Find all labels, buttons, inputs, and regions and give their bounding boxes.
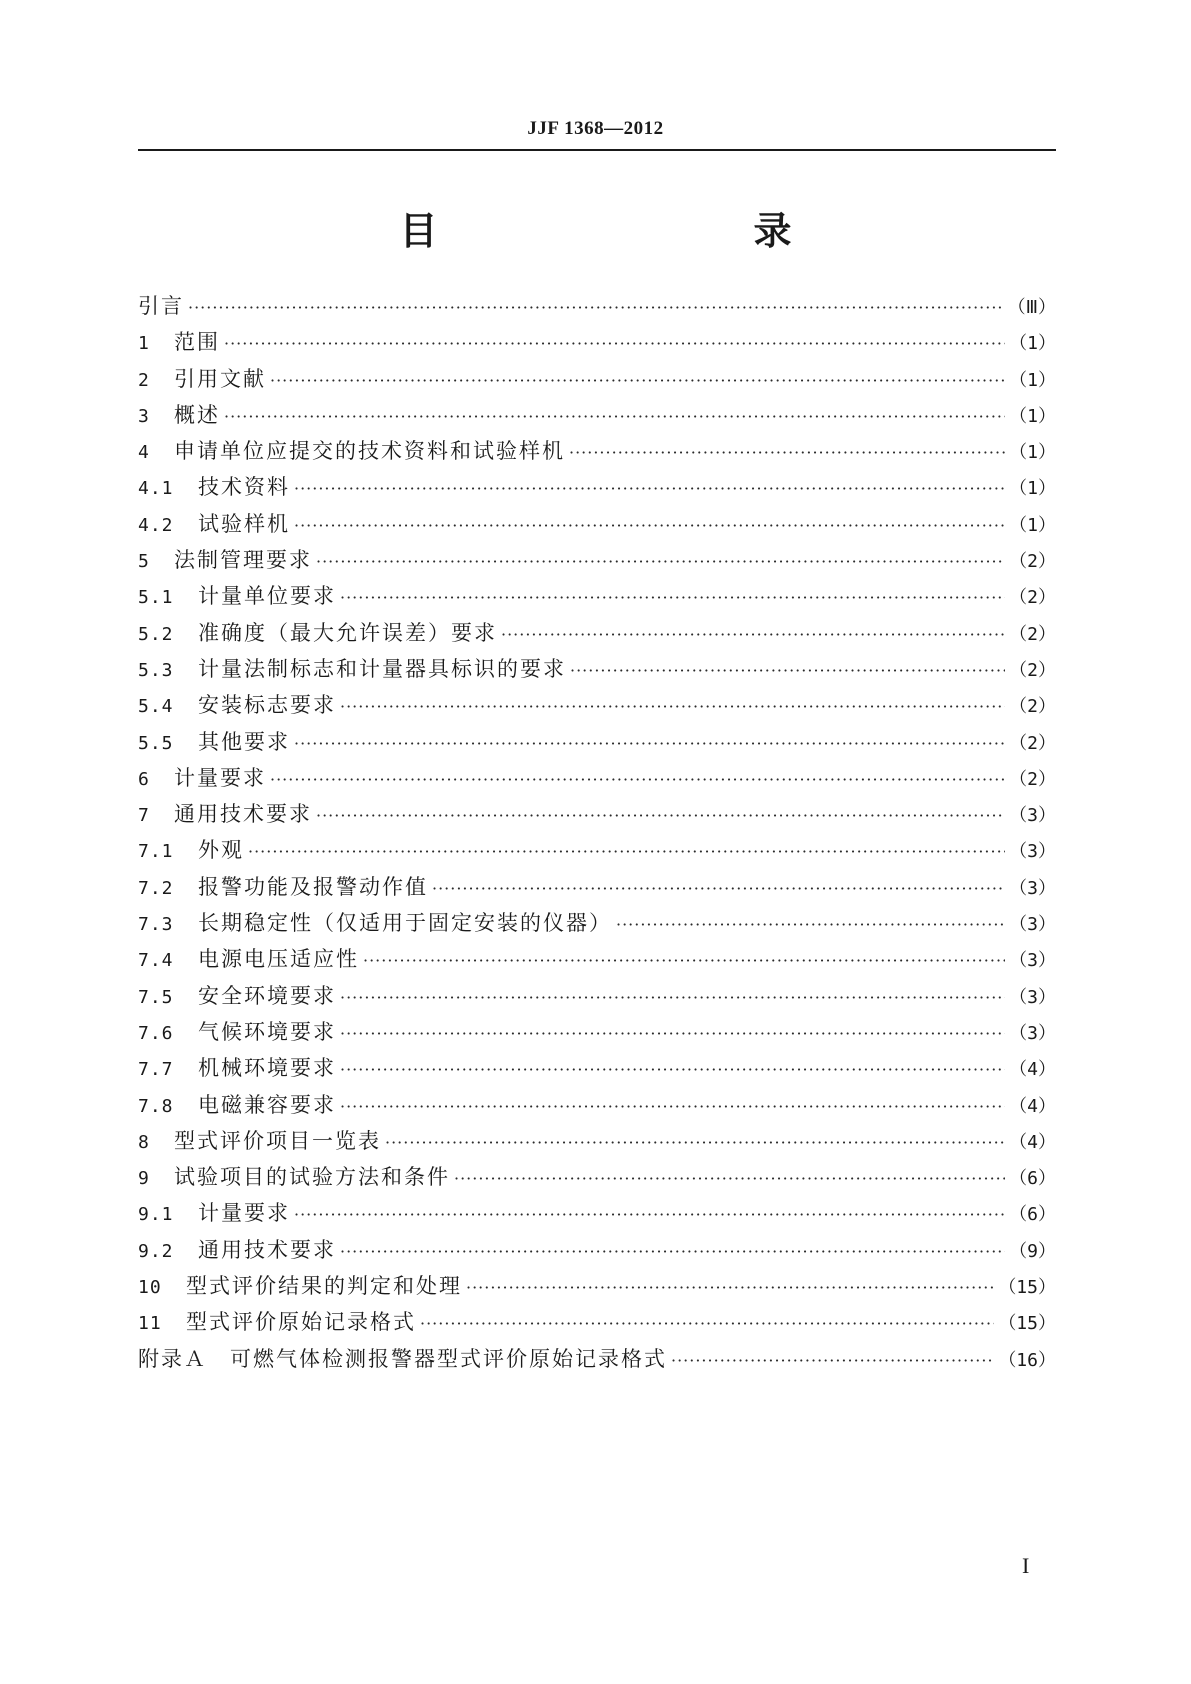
toc-entry-page: （2） bbox=[1009, 587, 1056, 609]
toc-leader-dots bbox=[340, 697, 1005, 716]
document-code-header: JJF 1368—2012 bbox=[527, 118, 664, 139]
toc-entry-number: 7.2 bbox=[138, 877, 174, 899]
toc-entry-1[interactable] bbox=[138, 326, 1056, 362]
toc-entry-9-2[interactable] bbox=[138, 1234, 1056, 1270]
toc-entry-label: 气候环境要求 bbox=[198, 1019, 336, 1044]
toc-leader-dots bbox=[569, 443, 1005, 462]
toc-entry-number: 7.8 bbox=[138, 1095, 174, 1117]
toc-entry-page: （15） bbox=[998, 1277, 1056, 1299]
toc-leader-dots bbox=[340, 1060, 1005, 1079]
toc-leader-dots bbox=[340, 1097, 1005, 1116]
toc-entry-number: 7.4 bbox=[138, 950, 174, 972]
toc-leader-dots bbox=[294, 734, 1005, 753]
toc-entry-number: 3 bbox=[138, 405, 150, 427]
toc-leader-dots bbox=[294, 479, 1005, 498]
toc-entry-label: 电源电压适应性 bbox=[198, 947, 359, 972]
toc-entry-9-1[interactable] bbox=[138, 1197, 1056, 1233]
toc-entry-label: 其他要求 bbox=[198, 729, 290, 754]
toc-entry-label: 试验样机 bbox=[198, 511, 290, 536]
toc-leader-dots bbox=[671, 1351, 994, 1370]
toc-entry-label: 计量单位要求 bbox=[198, 584, 336, 609]
toc-entry-number: 5.3 bbox=[138, 659, 174, 681]
toc-entry-7-7[interactable] bbox=[138, 1052, 1056, 1088]
toc-entry-label: 电磁兼容要求 bbox=[198, 1092, 336, 1117]
toc-leader-dots bbox=[294, 1205, 1005, 1224]
toc-leader-dots bbox=[294, 516, 1005, 535]
toc-entry-page: （4） bbox=[1009, 1059, 1056, 1081]
toc-entry-page: （16） bbox=[998, 1349, 1056, 1371]
toc-entry-label: 引用文献 bbox=[174, 366, 266, 391]
toc-entry-label: 申请单位应提交的技术资料和试验样机 bbox=[174, 439, 565, 464]
toc-entry-label: 报警功能及报警动作值 bbox=[198, 874, 428, 899]
toc-entry-page: （9） bbox=[1009, 1240, 1056, 1262]
toc-leader-dots bbox=[570, 661, 1005, 680]
toc-leader-dots bbox=[363, 951, 1005, 970]
toc-entry-8[interactable] bbox=[138, 1125, 1056, 1161]
toc-entry-5[interactable] bbox=[138, 544, 1056, 580]
toc-entry-number: 2 bbox=[138, 369, 150, 391]
toc-entry-label: 附录Ａ 可燃气体检测报警器型式评价原始记录格式 bbox=[138, 1346, 667, 1371]
toc-leader-dots bbox=[432, 879, 1005, 898]
toc-entry-number: 7.3 bbox=[138, 914, 174, 936]
toc-entry-11[interactable] bbox=[138, 1306, 1056, 1342]
toc-entry-label: 计量法制标志和计量器具标识的要求 bbox=[198, 656, 566, 681]
toc-entry-number: 5.4 bbox=[138, 696, 174, 718]
toc-entry-7-6[interactable] bbox=[138, 1016, 1056, 1052]
toc-entry-label: 安装标志要求 bbox=[198, 693, 336, 718]
toc-entry-page: （1） bbox=[1009, 442, 1056, 464]
toc-entry-label: 安全环境要求 bbox=[198, 983, 336, 1008]
toc-entry-page: （6） bbox=[1009, 1204, 1056, 1226]
toc-entry-label: 长期稳定性（仅适用于固定安装的仪器） bbox=[198, 911, 612, 936]
toc-entry-7-8[interactable] bbox=[138, 1089, 1056, 1125]
toc-entry-number: 11 bbox=[138, 1313, 162, 1335]
toc-entry-label: 法制管理要求 bbox=[174, 548, 312, 573]
toc-entry-4-1[interactable] bbox=[138, 471, 1056, 507]
toc-entry-label: 试验项目的试验方法和条件 bbox=[174, 1165, 450, 1190]
toc-entry-page: （4） bbox=[1009, 1095, 1056, 1117]
toc-entry-number: 9.1 bbox=[138, 1204, 174, 1226]
toc-entry-page: （2） bbox=[1009, 768, 1056, 790]
table-of-contents bbox=[138, 290, 1056, 1379]
toc-entry-label: 计量要求 bbox=[198, 1201, 290, 1226]
toc-leader-dots bbox=[224, 407, 1005, 426]
toc-entry-page: （3） bbox=[1009, 805, 1056, 827]
toc-entry-3[interactable] bbox=[138, 399, 1056, 435]
toc-leader-dots bbox=[316, 552, 1005, 571]
toc-leader-dots bbox=[454, 1169, 1005, 1188]
toc-entry-2[interactable] bbox=[138, 363, 1056, 399]
toc-entry-page: （2） bbox=[1009, 659, 1056, 681]
toc-entry-10[interactable] bbox=[138, 1270, 1056, 1306]
toc-entry-number: 7.5 bbox=[138, 986, 174, 1008]
toc-entry-9[interactable] bbox=[138, 1161, 1056, 1197]
toc-entry-label: 概述 bbox=[174, 402, 220, 427]
toc-entry-page: （1） bbox=[1009, 333, 1056, 355]
toc-entry-7-1[interactable] bbox=[138, 834, 1056, 870]
toc-entry-number: 9.2 bbox=[138, 1240, 174, 1262]
toc-entry-7-2[interactable] bbox=[138, 871, 1056, 907]
toc-entry-number: 5.1 bbox=[138, 587, 174, 609]
toc-entry-page: （6） bbox=[1009, 1168, 1056, 1190]
toc-entry-label: 技术资料 bbox=[198, 475, 290, 500]
toc-entry-page: （1） bbox=[1009, 478, 1056, 500]
toc-entry-label: 范围 bbox=[174, 330, 220, 355]
toc-entry-page: （2） bbox=[1009, 623, 1056, 645]
toc-entry-page: （3） bbox=[1009, 877, 1056, 899]
toc-leader-dots bbox=[340, 1024, 1005, 1043]
toc-entry-label: 外观 bbox=[198, 838, 244, 863]
toc-entry-page: （Ⅲ） bbox=[1007, 297, 1056, 318]
toc-entry-number: 5 bbox=[138, 551, 150, 573]
toc-leader-dots bbox=[501, 625, 1005, 644]
toc-entry-page: （3） bbox=[1009, 841, 1056, 863]
toc-entry-number: 5.5 bbox=[138, 732, 174, 754]
toc-entry-number: 10 bbox=[138, 1277, 162, 1299]
toc-entry-page: （2） bbox=[1009, 551, 1056, 573]
toc-entry-label: 机械环境要求 bbox=[198, 1056, 336, 1081]
toc-entry-page: （1） bbox=[1009, 514, 1056, 536]
toc-entry-label: 准确度（最大允许误差）要求 bbox=[198, 620, 497, 645]
toc-entry-page: （1） bbox=[1009, 369, 1056, 391]
toc-entry-5-2[interactable] bbox=[138, 617, 1056, 653]
toc-leader-dots bbox=[188, 298, 1004, 317]
header-rule bbox=[138, 149, 1056, 151]
toc-entry-page: （4） bbox=[1009, 1131, 1056, 1153]
toc-leader-dots bbox=[340, 988, 1005, 1007]
toc-title: 目 录 bbox=[399, 209, 872, 253]
toc-entry-number: 7.6 bbox=[138, 1022, 174, 1044]
toc-entry-number: 4.1 bbox=[138, 478, 174, 500]
toc-leader-dots bbox=[385, 1133, 1005, 1152]
toc-leader-dots bbox=[420, 1314, 994, 1333]
toc-entry-number: 8 bbox=[138, 1131, 150, 1153]
toc-entry-5-4[interactable] bbox=[138, 689, 1056, 725]
toc-entry-7-3[interactable] bbox=[138, 907, 1056, 943]
toc-entry-4-2[interactable] bbox=[138, 508, 1056, 544]
toc-entry-page: （2） bbox=[1009, 732, 1056, 754]
toc-leader-dots bbox=[270, 371, 1005, 390]
toc-entry-7[interactable] bbox=[138, 798, 1056, 834]
toc-entry-label: 型式评价项目一览表 bbox=[174, 1128, 381, 1153]
page-number: I bbox=[1022, 1553, 1030, 1578]
toc-entry-label: 通用技术要求 bbox=[174, 802, 312, 827]
toc-entry-5-1[interactable] bbox=[138, 580, 1056, 616]
toc-entry-number: 7 bbox=[138, 805, 150, 827]
toc-entry-appendix-a[interactable] bbox=[138, 1343, 1056, 1379]
toc-leader-dots bbox=[340, 588, 1005, 607]
toc-leader-dots bbox=[316, 806, 1005, 825]
toc-leader-dots bbox=[616, 915, 1005, 934]
toc-entry-5-3[interactable] bbox=[138, 653, 1056, 689]
toc-leader-dots bbox=[248, 842, 1005, 861]
toc-entry-number: 9 bbox=[138, 1168, 150, 1190]
toc-leader-dots bbox=[224, 334, 1005, 353]
toc-entry-page: （3） bbox=[1009, 1022, 1056, 1044]
toc-entry-page: （1） bbox=[1009, 405, 1056, 427]
toc-entry-number: 1 bbox=[138, 333, 150, 355]
toc-entry-page: （3） bbox=[1009, 986, 1056, 1008]
toc-entry-page: （2） bbox=[1009, 696, 1056, 718]
toc-entry-4[interactable] bbox=[138, 435, 1056, 471]
toc-entry-page: （15） bbox=[998, 1313, 1056, 1335]
toc-entry-intro[interactable] bbox=[138, 290, 1056, 326]
toc-entry-number: 4.2 bbox=[138, 514, 174, 536]
toc-entry-7-5[interactable] bbox=[138, 980, 1056, 1016]
toc-entry-number: 5.2 bbox=[138, 623, 174, 645]
toc-entry-5-5[interactable] bbox=[138, 726, 1056, 762]
toc-leader-dots bbox=[340, 1242, 1005, 1261]
toc-entry-6[interactable] bbox=[138, 762, 1056, 798]
toc-leader-dots bbox=[270, 770, 1005, 789]
toc-entry-label: 引言 bbox=[138, 294, 184, 318]
toc-entry-label: 型式评价原始记录格式 bbox=[186, 1310, 416, 1335]
toc-entry-number: 6 bbox=[138, 768, 150, 790]
toc-entry-label: 计量要求 bbox=[174, 765, 266, 790]
toc-leader-dots bbox=[466, 1278, 994, 1297]
toc-entry-number: 7.1 bbox=[138, 841, 174, 863]
toc-entry-label: 型式评价结果的判定和处理 bbox=[186, 1274, 462, 1299]
toc-entry-7-4[interactable] bbox=[138, 943, 1056, 979]
toc-entry-label: 通用技术要求 bbox=[198, 1237, 336, 1262]
toc-entry-page: （3） bbox=[1009, 950, 1056, 972]
toc-entry-number: 7.7 bbox=[138, 1059, 174, 1081]
toc-entry-page: （3） bbox=[1009, 914, 1056, 936]
toc-entry-number: 4 bbox=[138, 442, 150, 464]
